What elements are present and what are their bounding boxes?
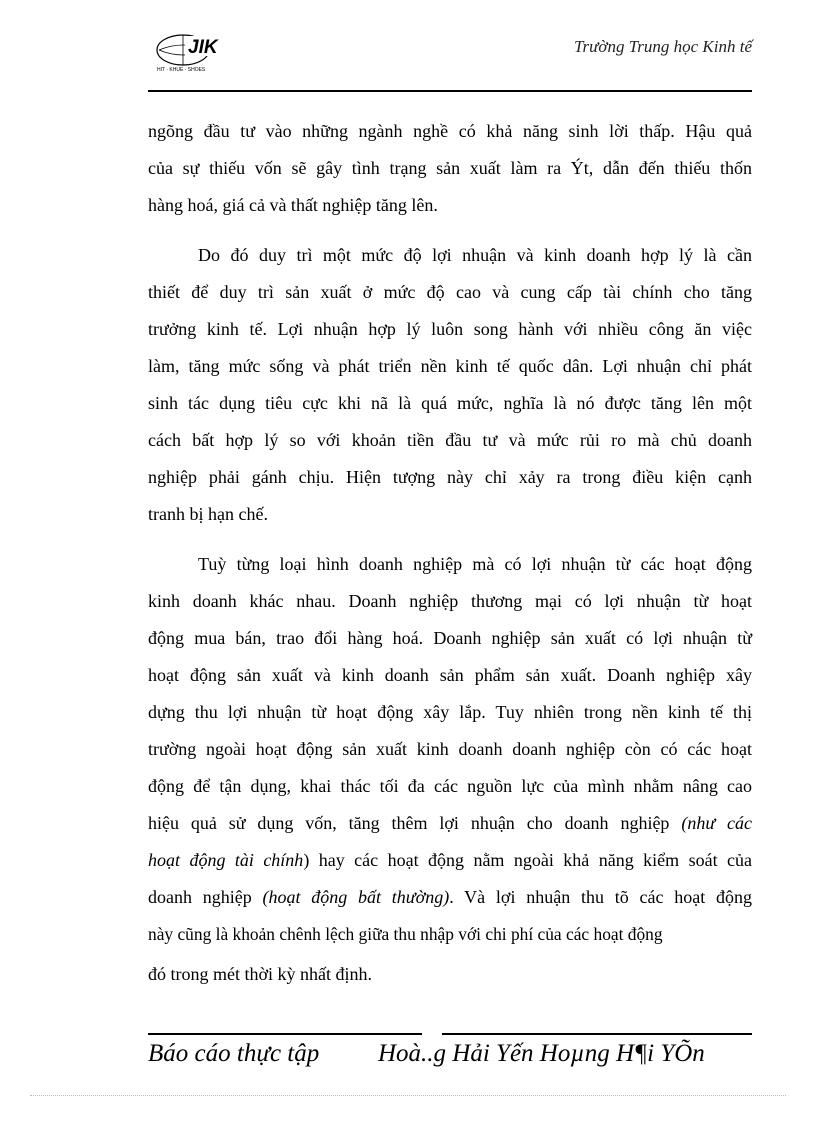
text-line: động để tận dụng, khai thác tối đa các nguồn lực của mình nhằm nâng cao [148, 776, 752, 796]
italic-run: hoạt động tài chính [148, 850, 304, 870]
text-line [148, 842, 752, 879]
italic-run: (như các [681, 813, 753, 833]
italic-run: (hoạt động bất thường) [262, 887, 450, 907]
text-line [148, 879, 752, 916]
footer-divider-left [148, 1033, 422, 1035]
paragraph-3 [148, 546, 752, 995]
text-line: sinh tác dụng tiêu cực khi nã là quá mức, nghĩa là nó được tăng lên một [148, 393, 752, 413]
text-line: làm, tăng mức sống và phát triển nền kinh tế quốc dân. Lợi nhuận chỉ phát [148, 356, 752, 376]
document-body [148, 113, 752, 995]
text-line: nghiệp phải gánh chịu. Hiện tượng này chỉ xảy ra trong điều kiện cạnh [148, 467, 752, 487]
text-line: động mua bán, trao đổi hàng hoá. Doanh nghiệp sản xuất có lợi nhuận từ [148, 628, 752, 648]
text-line: kinh doanh khác nhau. Doanh nghiệp thương mại có lợi nhuận từ hoạt [148, 591, 752, 611]
paragraph-1 [148, 113, 752, 224]
page-header [148, 28, 752, 92]
paragraph-2 [148, 237, 752, 533]
text-line: đó trong mét thời kỳ nhất định. [148, 964, 372, 984]
text-line: Do đó duy trì một mức độ lợi nhuận và kinh doanh hợp lý là cần [198, 245, 752, 265]
text-line: hoạt động sản xuất và kinh doanh sản phẩm sản xuất. Doanh nghiệp xây [148, 665, 752, 685]
text-line [148, 805, 752, 842]
text-line: Tuỳ từng loại hình doanh nghiệp mà có lợi nhuận từ các hoạt động [198, 554, 752, 574]
footer-author: Hoà..g Hải Yến Hoµng H¶i YÕn [378, 1040, 705, 1067]
text-line: trưởng kinh tế. Lợi nhuận hợp lý luôn song hành với nhiều công ăn việc [148, 319, 752, 339]
header-title: Trường Trung học Kinh tế [574, 37, 752, 56]
text-line: này cũng là khoản chênh lệch giữa thu nhập với chi phí của các hoạt động [148, 924, 663, 944]
footer-report-title: Báo cáo thực tập [148, 1040, 320, 1067]
text-line: thiết để duy trì sản xuất ở mức độ cao và cung cấp tài chính cho tăng [148, 282, 752, 302]
text-line: trường ngoài hoạt động sản xuất kinh doanh doanh nghiệp còn có các hoạt [148, 739, 752, 759]
text-run: ) hay các hoạt động nằm ngoài khả năng kiểm soát của [303, 850, 752, 870]
logo-subtext: HIT · KHUE · SHOES [157, 67, 206, 73]
text-line: tranh bị hạn chế. [148, 504, 268, 524]
header-divider [148, 90, 752, 92]
text-line: hàng hoá, giá cả và thất nghiệp tăng lên. [148, 195, 438, 215]
text-run: doanh nghiệp [148, 887, 263, 907]
text-line: ngõng đầu tư vào những ngành nghề có khả năng sinh lời thấp. Hậu quả [148, 121, 752, 141]
text-run: hiệu quả sử dụng vốn, tăng thêm lợi nhuận cho doanh nghiệp [148, 813, 682, 833]
text-line: của sự thiếu vốn sẽ gây tình trạng sản xuất làm ra Ýt, dẫn đến thiếu thốn [148, 158, 752, 178]
page-bottom-edge [30, 1095, 786, 1096]
footer-divider-right [442, 1033, 752, 1035]
company-logo [153, 32, 223, 74]
text-line: cách bất hợp lý so với khoản tiền đầu tư và mức rủi ro mà chủ doanh [148, 430, 752, 450]
text-line: dựng thu lợi nhuận từ hoạt động xây lắp. Tuy nhiên trong nền kinh tế thị [148, 702, 752, 722]
logo-text: JIK [188, 37, 218, 58]
text-run: . Và lợi nhuận thu tõ các hoạt động [449, 887, 752, 907]
